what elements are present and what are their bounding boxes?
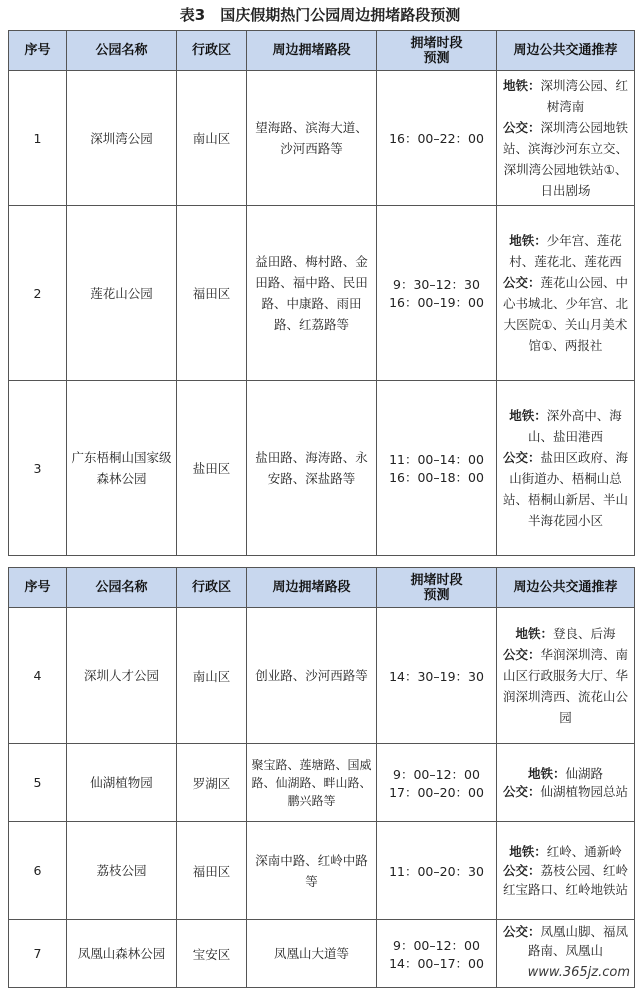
table-row: [9, 822, 635, 920]
cell-district: 罗湖区: [177, 744, 247, 822]
header-no: 序号: [9, 31, 67, 71]
header-park: 公园名称: [67, 31, 177, 71]
cell-roads: 望海路、滨海大道、沙河西路等: [247, 71, 377, 206]
bus-value: 深圳湾公园地铁站、滨海沙河东立交、深圳湾公园地铁站①、日出剧场: [502, 120, 629, 198]
cell-park: 仙湖植物园: [67, 744, 177, 822]
cell-roads: 益田路、梅村路、金田路、福中路、民田路、中康路、雨田路、红荔路等: [247, 206, 377, 381]
cell-transit: [497, 71, 635, 206]
bus-label: 公交：: [502, 647, 541, 662]
cell-time: [377, 744, 497, 822]
bus-value: 莲花山公园、中心书城北、少年宫、北大医院①、关山月美术馆①、两报社: [502, 275, 629, 353]
cell-district: 福田区: [177, 822, 247, 920]
metro-label: 地铁：: [527, 765, 566, 781]
cell-roads: 深南中路、红岭中路等: [247, 822, 377, 920]
header-time-line-2: 预测: [423, 587, 450, 603]
time-line: 9：00–12：00: [393, 937, 480, 953]
header-time: [377, 568, 497, 608]
metro-value: 登良、后海: [553, 626, 616, 641]
header-roads: 周边拥堵路段: [247, 31, 377, 71]
metro-value: 红岭、通新岭: [546, 844, 622, 859]
cell-time: [377, 71, 497, 206]
metro-label: 地铁：: [509, 408, 547, 423]
cell-district: 南山区: [177, 71, 247, 206]
bus-value: 荔枝公园、红岭红宝路口、红岭地铁站: [502, 863, 629, 897]
cell-no: 5: [9, 744, 67, 822]
metro-label: 地铁：: [515, 626, 553, 641]
cell-park: 广东梧桐山国家级森林公园: [67, 381, 177, 556]
table-row: [9, 71, 635, 206]
header-time-line-2: 预测: [423, 50, 450, 66]
header-time-line-1: 拥堵时段: [410, 35, 463, 51]
cell-no: 7: [9, 920, 67, 988]
cell-district: 福田区: [177, 206, 247, 381]
bus-value: 仙湖植物园总站: [540, 783, 629, 799]
metro-value: 少年宫、莲花村、莲花北、莲花西: [509, 233, 622, 269]
cell-transit: [497, 822, 635, 920]
header-time-line-1: 拥堵时段: [410, 572, 463, 588]
header-district: 行政区: [177, 568, 247, 608]
cell-time: [377, 381, 497, 556]
congestion-table-part-1: [8, 30, 635, 556]
metro-label: 地铁：: [502, 78, 541, 93]
time-line: 17：00–20：00: [389, 784, 484, 800]
time-line: 9：00–12：00: [393, 766, 480, 782]
table-title: 表3 国庆假期热门公园周边拥堵路段预测: [179, 6, 461, 24]
cell-no: 1: [9, 71, 67, 206]
watermark: www.365jz.com: [524, 964, 634, 981]
metro-value: 深外高中、海山、盐田港西: [527, 408, 622, 444]
metro-value: 深圳湾公园、红树湾南: [540, 78, 629, 114]
metro-label: 地铁：: [509, 233, 547, 248]
header-time: [377, 31, 497, 71]
bus-label: 公交：: [502, 450, 541, 465]
cell-roads: 盐田路、海涛路、永安路、深盐路等: [247, 381, 377, 556]
bus-value: 盐田区政府、海山街道办、梧桐山总站、梧桐山新居、半山半海花园小区: [502, 450, 629, 528]
time-line: 16：00–22：00: [389, 131, 484, 146]
time-line: 14：30–19：30: [389, 668, 484, 684]
table-row: [9, 608, 635, 744]
bus-label: 公交：: [502, 924, 541, 939]
cell-transit: [497, 608, 635, 744]
metro-label: 地铁：: [509, 844, 547, 859]
cell-roads: 凤凰山大道等: [247, 920, 377, 988]
bus-value: 华润深圳湾、南山区行政服务大厅、华润深圳湾西、流花山公园: [502, 647, 629, 725]
cell-district: 南山区: [177, 608, 247, 744]
time-line: 16：00–18：00: [389, 470, 484, 485]
cell-time: [377, 608, 497, 744]
bus-label: 公交：: [502, 783, 541, 799]
cell-park: 深圳湾公园: [67, 71, 177, 206]
cell-roads: 聚宝路、莲塘路、国威路、仙湖路、畔山路、鹏兴路等: [247, 744, 377, 822]
table-row: [9, 744, 635, 822]
table-row: [9, 206, 635, 381]
time-line: 11：00–14：00: [389, 452, 484, 467]
congestion-table-part-2: [8, 567, 635, 988]
cell-no: 6: [9, 822, 67, 920]
cell-transit: [497, 381, 635, 556]
metro-value: 仙湖路: [565, 765, 604, 781]
cell-transit: [497, 206, 635, 381]
table-break: [0, 558, 640, 567]
header-roads: 周边拥堵路段: [247, 568, 377, 608]
cell-no: 2: [9, 206, 67, 381]
header-park: 公园名称: [67, 568, 177, 608]
header-no: 序号: [9, 568, 67, 608]
cell-time: [377, 920, 497, 988]
bus-label: 公交：: [502, 275, 541, 290]
time-line: 11：00–20：30: [389, 863, 484, 879]
bus-label: 公交：: [502, 120, 541, 135]
time-line: 14：00–17：00: [389, 955, 484, 971]
cell-transit: [497, 744, 635, 822]
header-district: 行政区: [177, 31, 247, 71]
cell-no: 3: [9, 381, 67, 556]
cell-time: [377, 822, 497, 920]
time-line: 16：00–19：00: [389, 295, 484, 310]
cell-district: 盐田区: [177, 381, 247, 556]
cell-park: 凤凰山森林公园: [67, 920, 177, 988]
cell-roads: 创业路、沙河西路等: [247, 608, 377, 744]
bus-label: 公交：: [502, 863, 541, 878]
bus-value: 凤凰山脚、福凤路南、凤凰山: [527, 924, 629, 958]
header-transit: 周边公共交通推荐: [497, 568, 635, 608]
cell-park: 深圳人才公园: [67, 608, 177, 744]
header-transit: 周边公共交通推荐: [497, 31, 635, 71]
cell-park: 荔枝公园: [67, 822, 177, 920]
cell-park: 莲花山公园: [67, 206, 177, 381]
cell-time: [377, 206, 497, 381]
cell-no: 4: [9, 608, 67, 744]
time-line: 9：30–12：30: [393, 277, 480, 292]
table-row: [9, 381, 635, 556]
cell-district: 宝安区: [177, 920, 247, 988]
